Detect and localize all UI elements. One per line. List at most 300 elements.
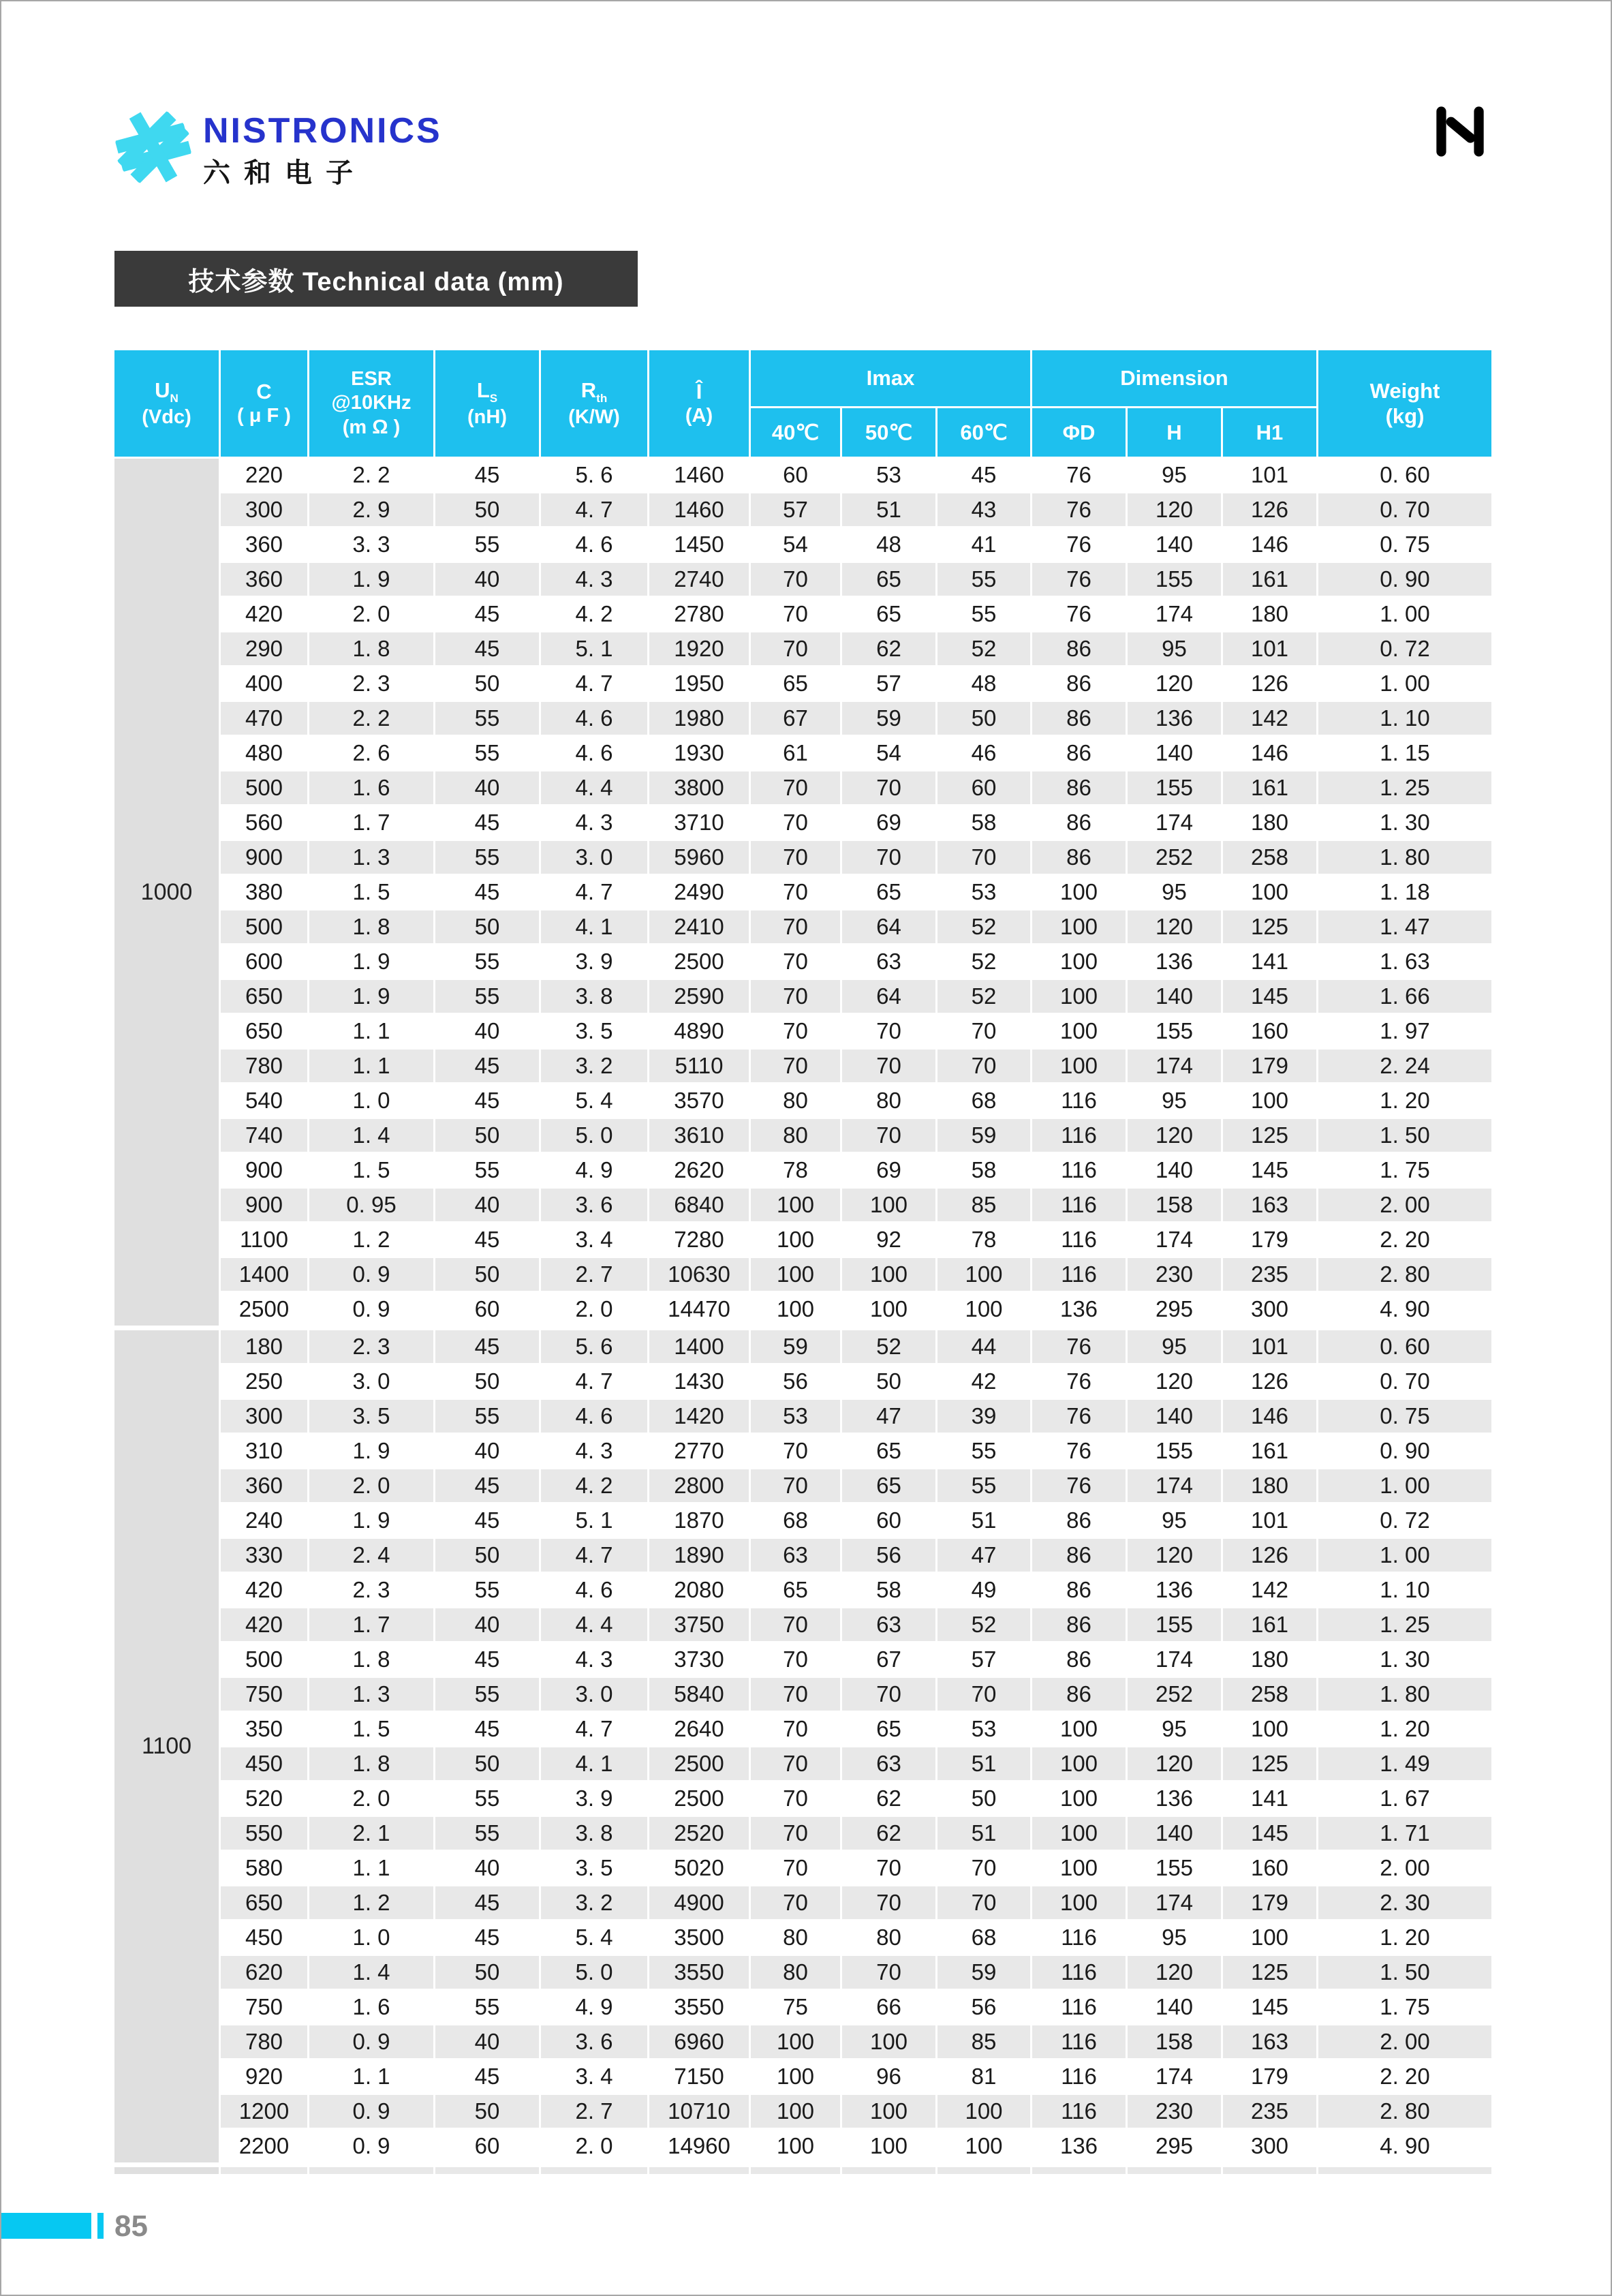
- table-cell: 76: [1032, 1400, 1126, 1433]
- table-cell: 1. 9: [309, 563, 433, 596]
- table-cell: 174: [1128, 1643, 1221, 1676]
- table-cell: 120: [1128, 1956, 1221, 1989]
- table-cell: 180: [1223, 1643, 1316, 1676]
- table-cell: 161: [1223, 771, 1316, 804]
- table-cell: 52: [937, 1608, 1030, 1641]
- table-cell: 360: [221, 563, 307, 596]
- table-cell: 70: [937, 841, 1030, 874]
- table-cell: 54: [751, 528, 840, 561]
- table-cell: 60: [751, 459, 840, 491]
- table-cell: [435, 2167, 539, 2174]
- table-cell: 4. 90: [1318, 2130, 1491, 2162]
- table-cell: 235: [1223, 1258, 1316, 1291]
- table-cell: 40: [435, 1189, 539, 1221]
- table-cell: 100: [751, 1223, 840, 1256]
- table-cell: 68: [751, 1504, 840, 1537]
- table-cell: 4. 7: [541, 876, 647, 908]
- table-cell: 100: [937, 2130, 1030, 2162]
- table-cell: 55: [435, 1782, 539, 1815]
- table-cell: 4900: [649, 1886, 749, 1919]
- table-cell: 1. 30: [1318, 806, 1491, 839]
- table-cell: 136: [1032, 2130, 1126, 2162]
- table-cell: 2. 24: [1318, 1050, 1491, 1082]
- table-cell: 2080: [649, 1574, 749, 1606]
- table-cell: 100: [1032, 1050, 1126, 1082]
- table-cell: 50: [937, 702, 1030, 735]
- table-cell: 40: [435, 563, 539, 596]
- table-cell: 136: [1128, 1574, 1221, 1606]
- table-cell: 125: [1223, 1747, 1316, 1780]
- table-cell: 5020: [649, 1852, 749, 1884]
- table-cell: 80: [842, 1921, 935, 1954]
- table-cell: 4. 1: [541, 910, 647, 943]
- table-cell: 116: [1032, 1223, 1126, 1256]
- table-cell: 14960: [649, 2130, 749, 2162]
- table-cell: 3. 5: [309, 1400, 433, 1433]
- table-cell: 3. 2: [541, 1050, 647, 1082]
- table-cell: 52: [937, 910, 1030, 943]
- table-cell: 0. 9: [309, 2130, 433, 2162]
- table-cell: 76: [1032, 598, 1126, 630]
- table-cell: 3. 4: [541, 1223, 647, 1256]
- table-cell: 350: [221, 1713, 307, 1745]
- table-cell: 56: [937, 1991, 1030, 2023]
- table-cell: 450: [221, 1921, 307, 1954]
- table-cell: 70: [751, 771, 840, 804]
- page-number: 85: [114, 2209, 148, 2243]
- table-cell: 5. 6: [541, 459, 647, 491]
- table-cell: 48: [842, 528, 935, 561]
- table-cell: 59: [937, 1956, 1030, 1989]
- table-cell: [751, 2167, 840, 2174]
- table-cell: 52: [937, 632, 1030, 665]
- table-cell: 59: [937, 1119, 1030, 1152]
- table-cell: 5110: [649, 1050, 749, 1082]
- table-cell: 4. 7: [541, 493, 647, 526]
- footer-accent-tick: [97, 2213, 104, 2239]
- col-header-esr: ESR @10KHz (m Ω ): [309, 350, 433, 457]
- table-cell: 0. 72: [1318, 632, 1491, 665]
- table-cell: 174: [1128, 2060, 1221, 2093]
- table-cell: 2. 4: [309, 1539, 433, 1572]
- table-cell: 76: [1032, 528, 1126, 561]
- table-cell: 116: [1032, 1119, 1126, 1152]
- col-header-un: $U_N$ (Vdc): [114, 350, 219, 457]
- table-cell: 70: [751, 980, 840, 1013]
- table-cell: 120: [1128, 910, 1221, 943]
- table-cell: 95: [1128, 1504, 1221, 1537]
- table-cell: 100: [842, 2095, 935, 2128]
- table-cell: 60: [937, 771, 1030, 804]
- col-header-40c: 40℃: [751, 408, 840, 457]
- table-cell: 600: [221, 945, 307, 978]
- table-cell: 64: [842, 980, 935, 1013]
- table-cell: 56: [751, 1365, 840, 1398]
- table-cell: 100: [842, 1293, 935, 1326]
- table-cell: 136: [1128, 702, 1221, 735]
- table-cell: 100: [1223, 876, 1316, 908]
- table-cell: 120: [1128, 1747, 1221, 1780]
- table-cell: 70: [937, 1678, 1030, 1711]
- table-cell: 100: [937, 1258, 1030, 1291]
- table-cell: 60: [435, 2130, 539, 2162]
- table-cell: 63: [842, 1747, 935, 1780]
- table-cell: 86: [1032, 1678, 1126, 1711]
- table-cell: 180: [1223, 1469, 1316, 1502]
- table-cell: 0. 70: [1318, 493, 1491, 526]
- table-cell: 54: [842, 737, 935, 769]
- table-cell: 116: [1032, 1921, 1126, 1954]
- table-cell: 86: [1032, 1504, 1126, 1537]
- table-cell: 100: [1223, 1921, 1316, 1954]
- table-cell: 120: [1128, 1539, 1221, 1572]
- table-cell: [1128, 2167, 1221, 2174]
- table-cell: 70: [842, 1119, 935, 1152]
- table-cell: 3. 6: [541, 2025, 647, 2058]
- table-cell: 161: [1223, 1608, 1316, 1641]
- table-cell: 100: [751, 1189, 840, 1221]
- table-cell: 1. 4: [309, 1956, 433, 1989]
- table-cell: 86: [1032, 771, 1126, 804]
- table-cell: 1100: [221, 1223, 307, 1256]
- table-cell: 2. 20: [1318, 1223, 1491, 1256]
- table-cell: 45: [435, 1643, 539, 1676]
- table-cell: 86: [1032, 841, 1126, 874]
- table-cell: 7280: [649, 1223, 749, 1256]
- table-cell: 95: [1128, 459, 1221, 491]
- table-cell: 48: [937, 667, 1030, 700]
- table-cell: 1400: [649, 1330, 749, 1363]
- table-cell: 0. 9: [309, 2025, 433, 2058]
- table-cell: 45: [435, 1713, 539, 1745]
- table-cell: 2590: [649, 980, 749, 1013]
- table-cell: 2740: [649, 563, 749, 596]
- table-cell: 290: [221, 632, 307, 665]
- table-cell: 76: [1032, 1469, 1126, 1502]
- table-cell: 70: [842, 1956, 935, 1989]
- table-cell: 1. 63: [1318, 945, 1491, 978]
- table-cell: 650: [221, 1015, 307, 1047]
- table-group-1000: [114, 459, 1493, 1326]
- table-cell: 4. 6: [541, 737, 647, 769]
- table-cell: 70: [842, 1050, 935, 1082]
- table-cell: 1. 49: [1318, 1747, 1491, 1780]
- table-cell: 0. 75: [1318, 528, 1491, 561]
- table-cell: 141: [1223, 1782, 1316, 1815]
- table-cell: 1. 00: [1318, 1539, 1491, 1572]
- table-cell: 2. 0: [309, 1469, 433, 1502]
- table-cell: 1. 9: [309, 980, 433, 1013]
- table-cell: 145: [1223, 1817, 1316, 1850]
- table-cell: 155: [1128, 771, 1221, 804]
- table-cell: 900: [221, 1154, 307, 1187]
- table-cell: 1. 50: [1318, 1956, 1491, 1989]
- table-cell: 41: [937, 528, 1030, 561]
- table-cell: 0. 60: [1318, 459, 1491, 491]
- table-cell: 4. 1: [541, 1747, 647, 1780]
- table-cell: 2. 3: [309, 1574, 433, 1606]
- table-cell: 76: [1032, 1435, 1126, 1467]
- table-cell: 1. 1: [309, 2060, 433, 2093]
- table-cell: 146: [1223, 1400, 1316, 1433]
- table-cell: 4. 7: [541, 1539, 647, 1572]
- table-cell: 2. 2: [309, 459, 433, 491]
- table-cell: 4. 4: [541, 1608, 647, 1641]
- table-cell: 4. 90: [1318, 1293, 1491, 1326]
- table-cell: 55: [435, 1574, 539, 1606]
- table-cell: 180: [221, 1330, 307, 1363]
- table-cell: 179: [1223, 1050, 1316, 1082]
- table-cell: 1. 71: [1318, 1817, 1491, 1850]
- table-cell: 3750: [649, 1608, 749, 1641]
- table-cell: 80: [751, 1084, 840, 1117]
- table-cell: 39: [937, 1400, 1030, 1433]
- table-cell: 101: [1223, 1330, 1316, 1363]
- table-cell: 70: [751, 1713, 840, 1745]
- table-cell: 51: [937, 1504, 1030, 1537]
- table-cell: 4. 6: [541, 528, 647, 561]
- table-cell: 500: [221, 1643, 307, 1676]
- table-cell: 1460: [649, 493, 749, 526]
- table-cell: 116: [1032, 2025, 1126, 2058]
- table-cell: 2500: [649, 1782, 749, 1815]
- table-cell: 252: [1128, 1678, 1221, 1711]
- table-cell: 3710: [649, 806, 749, 839]
- table-cell: 53: [937, 1713, 1030, 1745]
- table-cell: 1. 5: [309, 876, 433, 908]
- table-cell: 80: [751, 1956, 840, 1989]
- table-cell: 550: [221, 1817, 307, 1850]
- table-cell: 65: [842, 1713, 935, 1745]
- table-cell: 116: [1032, 1189, 1126, 1221]
- table-cell: 70: [751, 910, 840, 943]
- table-cell: 1. 9: [309, 1504, 433, 1537]
- table-cell: 86: [1032, 1539, 1126, 1572]
- table-cell: 7150: [649, 2060, 749, 2093]
- table-cell: 100: [1032, 910, 1126, 943]
- table-cell: 174: [1128, 1469, 1221, 1502]
- table-cell: 420: [221, 598, 307, 630]
- table-cell: 2200: [221, 2130, 307, 2162]
- table-cell: 1420: [649, 1400, 749, 1433]
- table-cell: 40: [435, 771, 539, 804]
- table-cell: 69: [842, 1154, 935, 1187]
- table-cell: 95: [1128, 1084, 1221, 1117]
- col-header-imax: Imax: [751, 350, 1030, 406]
- table-cell: 70: [751, 598, 840, 630]
- table-cell: 174: [1128, 598, 1221, 630]
- table-cell: 50: [435, 910, 539, 943]
- table-cell: 49: [937, 1574, 1030, 1606]
- table-cell: 136: [1128, 945, 1221, 978]
- table-cell: 76: [1032, 493, 1126, 526]
- brand-name: NISTRONICS: [203, 111, 442, 151]
- table-cell: 258: [1223, 841, 1316, 874]
- table-cell: 2. 80: [1318, 1258, 1491, 1291]
- table-cell: 1. 20: [1318, 1084, 1491, 1117]
- table-cell: [1318, 2167, 1491, 2174]
- table-cell: 3. 5: [541, 1015, 647, 1047]
- table-cell: 2. 2: [309, 702, 433, 735]
- table-cell: 5. 1: [541, 632, 647, 665]
- table-cell: 70: [751, 841, 840, 874]
- aperture-logo-icon: [115, 109, 191, 185]
- table-cell: 65: [842, 598, 935, 630]
- table-cell: 70: [842, 1886, 935, 1919]
- table-cell: 145: [1223, 1154, 1316, 1187]
- table-cell: 740: [221, 1119, 307, 1152]
- table-cell: 44: [937, 1330, 1030, 1363]
- table-cell: 85: [937, 1189, 1030, 1221]
- table-cell: 116: [1032, 2095, 1126, 2128]
- table-cell: 250: [221, 1365, 307, 1398]
- table-cell: 3. 0: [309, 1365, 433, 1398]
- table-cell: 1. 1: [309, 1050, 433, 1082]
- table-cell: 126: [1223, 667, 1316, 700]
- brand-chinese-name: 六和电子: [203, 158, 367, 188]
- col-header-60c: 60℃: [937, 408, 1030, 457]
- table-cell: 70: [937, 1015, 1030, 1047]
- table-cell: [309, 2167, 433, 2174]
- table-cell: 42: [937, 1365, 1030, 1398]
- table-cell: 45: [435, 2060, 539, 2093]
- table-cell: 10710: [649, 2095, 749, 2128]
- table-cell: 2. 0: [541, 1293, 647, 1326]
- table-cell: 158: [1128, 2025, 1221, 2058]
- table-cell: 53: [751, 1400, 840, 1433]
- table-cell: 1. 75: [1318, 1154, 1491, 1187]
- table-cell: 2520: [649, 1817, 749, 1850]
- table-cell: 5. 4: [541, 1921, 647, 1954]
- table-cell: 3. 2: [541, 1886, 647, 1919]
- table-cell: 100: [1223, 1713, 1316, 1745]
- table-cell: 50: [435, 667, 539, 700]
- table-cell: 1. 0: [309, 1921, 433, 1954]
- table-cell: 50: [435, 2095, 539, 2128]
- table-cell: 0. 60: [1318, 1330, 1491, 1363]
- table-cell: 100: [751, 2025, 840, 2058]
- table-cell: 0. 9: [309, 2095, 433, 2128]
- col-header-ls: $L_S$ (nH): [435, 350, 539, 457]
- table-cell: 420: [221, 1608, 307, 1641]
- table-cell: 380: [221, 876, 307, 908]
- table-cell: 3500: [649, 1921, 749, 1954]
- table-cell: [541, 2167, 647, 2174]
- col-header-h1: H1: [1223, 408, 1316, 457]
- table-cell: 4. 6: [541, 1574, 647, 1606]
- table-cell: 120: [1128, 493, 1221, 526]
- table-cell: 5. 4: [541, 1084, 647, 1117]
- table-cell: 53: [937, 876, 1030, 908]
- table-cell: 1. 00: [1318, 1469, 1491, 1502]
- table-cell: 55: [435, 1817, 539, 1850]
- table-cell: 2. 6: [309, 737, 433, 769]
- table-cell: [221, 2167, 307, 2174]
- table-cell: 86: [1032, 667, 1126, 700]
- col-header-peak-current: Î (A): [649, 350, 749, 457]
- table-cell: 300: [221, 493, 307, 526]
- table-cell: 63: [842, 945, 935, 978]
- table-cell: 60: [435, 1293, 539, 1326]
- table-cell: 100: [1032, 1713, 1126, 1745]
- table-cell: 2. 1: [309, 1817, 433, 1850]
- table-cell: 1. 80: [1318, 1678, 1491, 1711]
- table-cell: 2. 7: [541, 1258, 647, 1291]
- table-cell: 560: [221, 806, 307, 839]
- table-cell: 14470: [649, 1293, 749, 1326]
- table-cell: 45: [435, 876, 539, 908]
- table-cell: 240: [221, 1504, 307, 1537]
- table-cell: 179: [1223, 1223, 1316, 1256]
- table-cell: 100: [751, 2060, 840, 2093]
- table-cell: 1. 20: [1318, 1713, 1491, 1745]
- table-cell: 100: [1032, 876, 1126, 908]
- table-cell: 50: [435, 1119, 539, 1152]
- table-cell: 100: [842, 2130, 935, 2162]
- table-cell: 1. 9: [309, 1435, 433, 1467]
- table-cell: 57: [842, 667, 935, 700]
- table-cell: 116: [1032, 1084, 1126, 1117]
- col-header-phi-d: ΦD: [1032, 408, 1126, 457]
- table-cell: 65: [751, 1574, 840, 1606]
- table-cell: 180: [1223, 598, 1316, 630]
- table-cell: 126: [1223, 1365, 1316, 1398]
- table-cell: 78: [937, 1223, 1030, 1256]
- table-cell: 158: [1128, 1189, 1221, 1221]
- table-cell: 95: [1128, 632, 1221, 665]
- table-cell: 1. 10: [1318, 1574, 1491, 1606]
- table-cell: 70: [751, 632, 840, 665]
- table-cell: 480: [221, 737, 307, 769]
- col-header-weight: Weight (kg): [1318, 350, 1491, 457]
- group-voltage-label: 1000: [114, 459, 219, 1326]
- table-cell: 86: [1032, 702, 1126, 735]
- table-cell: 180: [1223, 806, 1316, 839]
- table-cell: 100: [751, 2130, 840, 2162]
- table-cell: 500: [221, 771, 307, 804]
- table-cell: 155: [1128, 563, 1221, 596]
- table-cell: 50: [435, 1539, 539, 1572]
- table-cell: 86: [1032, 806, 1126, 839]
- table-cell: 1. 7: [309, 806, 433, 839]
- table-cell: 2770: [649, 1435, 749, 1467]
- table-cell: 70: [751, 1747, 840, 1780]
- table-cell: 120: [1128, 1365, 1221, 1398]
- table-cell: 2620: [649, 1154, 749, 1187]
- table-cell: 174: [1128, 1886, 1221, 1919]
- table-cell: 0. 72: [1318, 1504, 1491, 1537]
- table-cell: 100: [1032, 1817, 1126, 1850]
- table-cell: 76: [1032, 1330, 1126, 1363]
- table-cell: 1. 50: [1318, 1119, 1491, 1152]
- table-cell: 145: [1223, 980, 1316, 1013]
- table-cell: 52: [937, 980, 1030, 1013]
- table-cell: 1. 25: [1318, 771, 1491, 804]
- table-cell: 45: [435, 598, 539, 630]
- table-cell: 70: [937, 1050, 1030, 1082]
- table-cell: 1. 8: [309, 1643, 433, 1676]
- table-cell: 1. 6: [309, 771, 433, 804]
- table-cell: 3. 3: [309, 528, 433, 561]
- table-cell: 163: [1223, 1189, 1316, 1221]
- group-voltage-label: 1100: [114, 1330, 219, 2162]
- table-cell: 1930: [649, 737, 749, 769]
- table-cell: 235: [1223, 2095, 1316, 2128]
- table-cell: 2410: [649, 910, 749, 943]
- table-cell: 0. 75: [1318, 1400, 1491, 1433]
- table-cell: 56: [842, 1539, 935, 1572]
- table-cell: 51: [937, 1747, 1030, 1780]
